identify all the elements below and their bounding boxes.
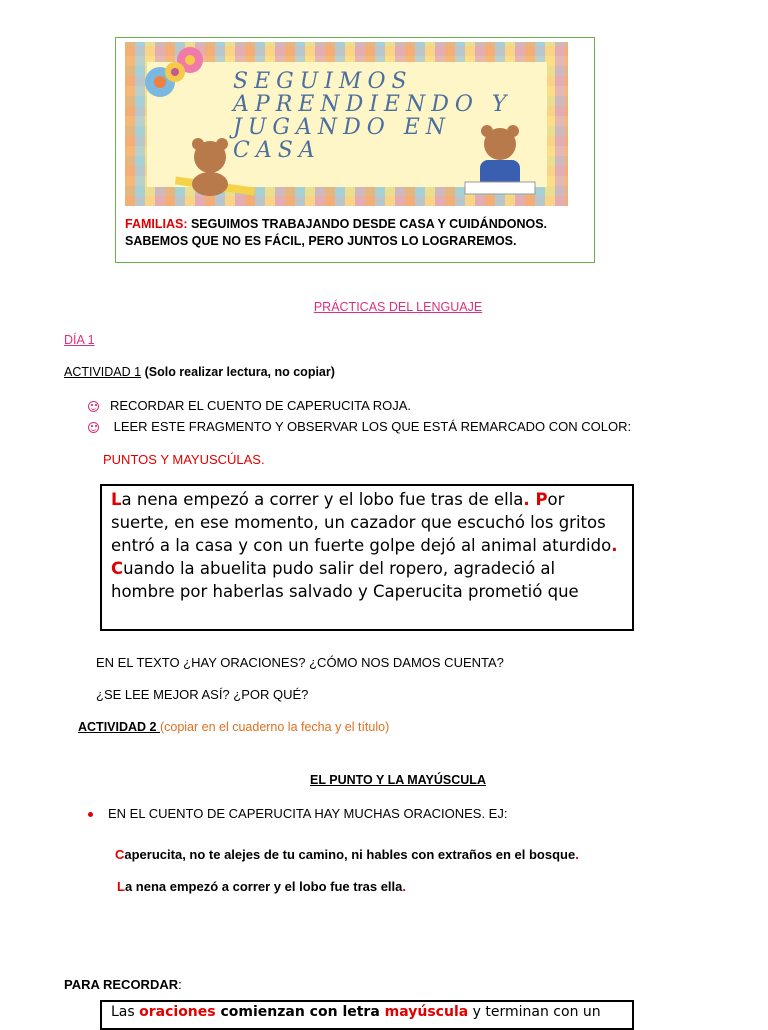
example-text: aperucita, no te alejes de tu camino, ni hables con extraños en el bosque	[124, 847, 576, 862]
subtitle: EL PUNTO Y LA MAYÚSCULA	[310, 773, 486, 787]
list-item	[88, 419, 631, 434]
list-item-text: EN EL CUENTO DE CAPERUCITA HAY MUCHAS ORACIONES. EJ:	[108, 806, 508, 821]
rule-keyword: oraciones	[139, 1004, 216, 1020]
smiley-icon	[88, 401, 99, 412]
capital-letter: L	[117, 879, 125, 894]
period-mark: .	[611, 536, 618, 555]
list-item-text: RECORDAR EL CUENTO DE CAPERUCITA ROJA.	[110, 398, 411, 413]
list-item	[88, 398, 411, 413]
example-sentence	[117, 879, 406, 894]
story-text: a nena empezó a correr y el lobo fue tras de ella	[121, 490, 524, 509]
activity2-label: ACTIVIDAD 2	[78, 720, 160, 734]
banner-title-line: SEGUIMOS	[233, 69, 413, 94]
capital-letter: L	[111, 490, 122, 509]
capital-letter: C	[115, 847, 125, 862]
capital-letter: C	[111, 559, 124, 578]
families-label: FAMILIAS:	[125, 217, 188, 231]
section-title: PRÁCTICAS DEL LENGUAJE	[313, 300, 483, 314]
activity2-heading	[78, 720, 389, 734]
families-note	[125, 216, 595, 250]
banner-title-line: CASA	[233, 138, 321, 163]
period-mark: .	[402, 879, 407, 894]
reminder-heading	[64, 977, 182, 992]
rule-box	[100, 1000, 634, 1030]
question: ¿SE LEE MEJOR ASÍ? ¿POR QUÉ?	[96, 687, 309, 702]
activity1-note: (Solo realizar lectura, no copiar)	[141, 365, 335, 379]
story-paragraph	[111, 557, 623, 603]
banner-image	[125, 42, 568, 206]
activity1-label: ACTIVIDAD 1	[64, 365, 142, 379]
banner-title-line: JUGANDO EN	[233, 115, 452, 140]
example-sentence	[115, 847, 579, 862]
rule-keyword: mayúscula	[384, 1004, 469, 1020]
story-text: or suerte, en ese momento, un cazador que escuchó los gritos entró a la casa y con un fuerte golpe dejó al animal aturdido	[111, 490, 612, 555]
highlight-note: PUNTOS Y MAYUSCÚLAS.	[103, 452, 265, 467]
bullet-icon	[88, 812, 93, 817]
smiley-icon	[88, 422, 99, 433]
activity1-heading	[64, 365, 335, 379]
reminder-colon: :	[178, 977, 182, 992]
rule-text: Las	[111, 1004, 140, 1020]
activity2-note: (copiar en el cuaderno la fecha y el título)	[159, 720, 390, 734]
rule-text: y terminan con un	[468, 1004, 601, 1020]
list-item-text: LEER ESTE FRAGMENTO Y OBSERVAR LOS QUE ESTÁ REMARCADO CON COLOR:	[110, 419, 632, 434]
story-text: uando la abuelita pudo salir del ropero, agradeció al hombre por haberlas salvado y Caperucita prometió que	[111, 559, 579, 601]
flower-icon	[130, 42, 210, 112]
example-text: a nena empezó a correr y el lobo fue tras ella	[124, 879, 403, 894]
banner-title	[233, 70, 512, 162]
families-text: SEGUIMOS TRABAJANDO DESDE CASA Y CUIDÁNDONOS. SABEMOS QUE NO ES FÁCIL, PERO JUNTOS LO LOGRAREMOS.	[125, 217, 548, 248]
reminder-label: PARA RECORDAR	[64, 977, 179, 992]
rule-text: comienzan con letra	[215, 1004, 385, 1020]
period-mark: .	[523, 490, 530, 509]
story-paragraph	[111, 488, 623, 557]
list-item	[88, 806, 507, 821]
day-label: DÍA 1	[64, 333, 95, 347]
capital-letter: P	[529, 490, 548, 509]
banner-title-line: APRENDIENDO Y	[233, 92, 513, 117]
question: EN EL TEXTO ¿HAY ORACIONES? ¿CÓMO NOS DAMOS CUENTA?	[96, 655, 504, 670]
story-excerpt-box	[100, 484, 634, 631]
period-mark: .	[575, 847, 579, 862]
